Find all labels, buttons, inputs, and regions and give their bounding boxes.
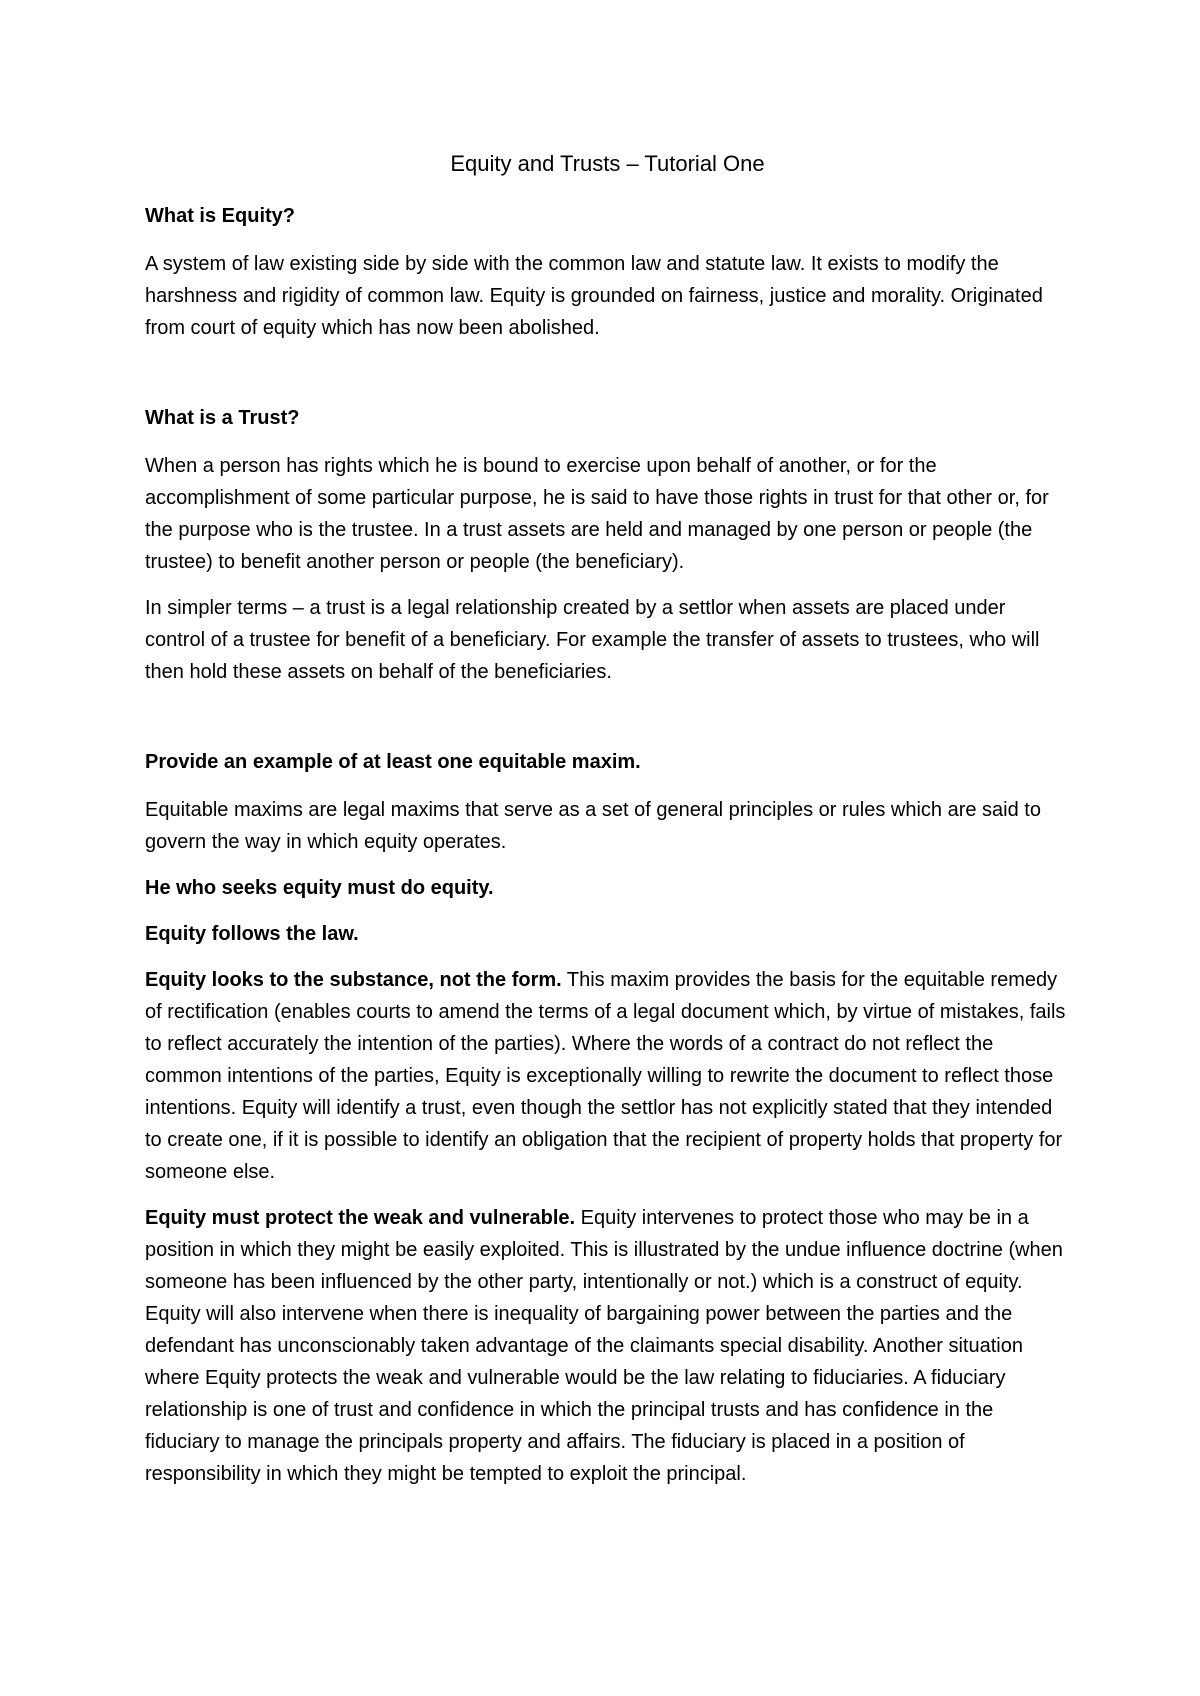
maxim-equity-follows-the-law: Equity follows the law. xyxy=(145,923,359,945)
paragraph-trust-simpler-terms: In simpler terms – a trust is a legal relationship created by a settlor when assets are placed under control of a trustee for benefit of a beneficiary. For example the transfer of assets to trustees, who will then hold these assets on behalf of the beneficiaries. xyxy=(145,597,1040,683)
maxim-he-who-seeks-equity: He who seeks equity must do equity. xyxy=(145,877,494,899)
heading-what-is-equity: What is Equity? xyxy=(145,205,295,227)
heading-what-is-a-trust: What is a Trust? xyxy=(145,407,300,429)
maxim-substance-not-form-title: Equity looks to the substance, not the form. xyxy=(145,969,562,991)
paragraph-maxim-intro: Equitable maxims are legal maxims that serve as a set of general principles or rules which are said to govern the way in which equity operates. xyxy=(145,799,1041,853)
maxim-protect-weak-body: Equity intervenes to protect those who may be in a position in which they might be easily exploited. This is illustrated by the undue influence doctrine (when someone has been influenced by the other party, intentionally or not.) which is a construct of equity. Equity will also intervene when there is inequality of bargaining power between the parties and the defendant has unconscionably taken advantage of the claimants special disability. Another situation where Equity protects the weak and vulnerable would be the law relating to fiduciaries. A fiduciary relationship is one of trust and confidence in which the principal trusts and has confidence in the fiduciary to manage the principals property and affairs. The fiduciary is placed in a position of responsibility in which they might be tempted to exploit the principal. xyxy=(145,1207,1063,1485)
heading-equitable-maxim: Provide an example of at least one equitable maxim. xyxy=(145,751,641,773)
document-title: Equity and Trusts – Tutorial One xyxy=(450,151,765,176)
paragraph-maxim-protect-weak xyxy=(145,1202,1070,1490)
paragraph-equity-definition: A system of law existing side by side with the common law and statute law. It exists to modify the harshness and rigidity of common law. Equity is grounded on fairness, justice and morality. Originated from court of equity which has now been abolished. xyxy=(145,253,1043,339)
document-page xyxy=(145,148,1070,1504)
spacer xyxy=(145,358,1070,402)
paragraph-maxim-substance-not-form xyxy=(145,964,1070,1188)
maxim-substance-not-form-body: This maxim provides the basis for the equitable remedy of rectification (enables courts to amend the terms of a legal document which, by virtue of mistakes, fails to reflect accurately the intention of the parties). Where the words of a contract do not reflect the common intentions of the parties, Equity is exceptionally willing to rewrite the document to reflect those intentions. Equity will identify a trust, even though the settlor has not explicitly stated that they intended to create one, if it is possible to identify an obligation that the recipient of property holds that property for someone else. xyxy=(145,969,1066,1183)
maxim-protect-weak-title: Equity must protect the weak and vulnerable. xyxy=(145,1207,576,1229)
paragraph-trust-definition: When a person has rights which he is bound to exercise upon behalf of another, or for the accomplishment of some particular purpose, he is said to have those rights in trust for that other or, for the purpose who is the trustee. In a trust assets are held and managed by one person or people (the trustee) to benefit another person or people (the beneficiary). xyxy=(145,455,1049,573)
spacer xyxy=(145,702,1070,746)
